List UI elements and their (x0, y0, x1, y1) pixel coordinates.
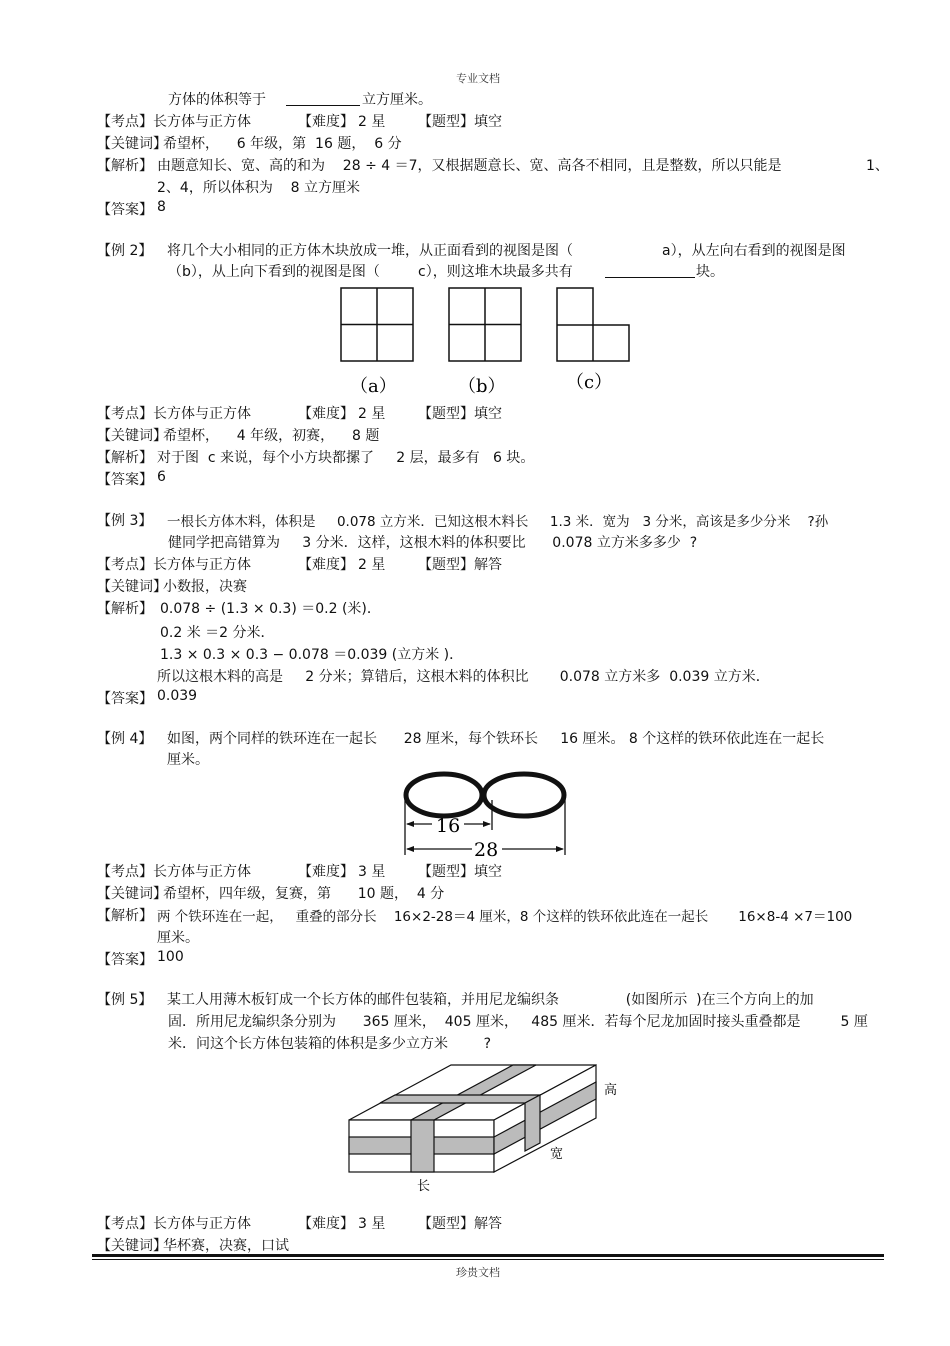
ex4-nandu: 3 星 (358, 864, 386, 880)
ex5-label: 【例 5】 (97, 992, 153, 1008)
p1-kaodian: 长方体与正方体 (153, 114, 251, 130)
ex2-keywords: 希望杯， 4 年级，初赛， 8 题 (163, 428, 380, 444)
ex5-q2: 固．所用尼龙编织条分别为 365 厘米， 405 厘米， 485 厘米．若每个尼龙加固时接头重叠都是 5 厘 (168, 1014, 868, 1030)
fig-c-caption: （c） (566, 372, 613, 393)
ex3-keywords: 小数报，决赛 (163, 579, 247, 595)
ex4-q1: 如图，两个同样的铁环连在一起长 28 厘米，每个铁环长 16 厘米。 8 个这样的铁环依此连在一起长 (167, 731, 825, 747)
p1-nandu: 2 星 (358, 114, 386, 130)
ex3-keywords-tag: 【关键词】 (97, 579, 167, 595)
ex4-answer: 100 (157, 949, 184, 965)
ex2-kaodian: 长方体与正方体 (153, 406, 251, 422)
ex5-nandu: 3 星 (358, 1216, 386, 1232)
ex2-answer: 6 (157, 469, 166, 485)
ex5-tixing: 解答 (474, 1216, 502, 1232)
ex3-analysis-4: 所以这根木料的高是 2 分米；算错后，这根木料的体积比 0.078 立方米多 0.039 立方米． (157, 669, 770, 685)
p1-analysis-1b: 1、 (866, 158, 889, 174)
p1-tixing: 填空 (474, 114, 502, 130)
ex3-answer-tag: 【答案】 (97, 691, 153, 707)
ex2-keywords-tag: 【关键词】 (97, 428, 167, 444)
ex2-tixing-tag: 【题型】 (418, 406, 474, 422)
ex5-keywords: 华杯赛，决赛，口试 (163, 1238, 289, 1254)
ex3-kaodian-tag: 【考点】 (97, 557, 153, 573)
ex4-nandu-tag: 【难度】 (298, 864, 354, 880)
ex3-nandu: 2 星 (358, 557, 386, 573)
p1-answer-tag: 【答案】 (97, 202, 153, 218)
p1-keywords-tag: 【关键词】 (97, 136, 167, 152)
strip-top-width (380, 1095, 540, 1103)
fig-a-caption: （a） (350, 376, 397, 397)
ex2-analysis: 对于图 c 来说，每个小方块都摞了 2 层，最多有 6 块。 (157, 450, 535, 466)
ex2-q2c: 块。 (696, 264, 724, 280)
dim-28-label: 28 (474, 839, 499, 861)
ex4-kaodian: 长方体与正方体 (153, 864, 251, 880)
p1-answer: 8 (157, 199, 166, 215)
ex5-tixing-tag: 【题型】 (418, 1216, 474, 1232)
ex3-kaodian: 长方体与正方体 (153, 557, 251, 573)
p1-nandu-tag: 【难度】 (298, 114, 354, 130)
ex4-tixing-tag: 【题型】 (418, 864, 474, 880)
ex4-keywords: 希望杯，四年级，复赛，第 10 题， 4 分 (163, 886, 445, 902)
label-long: 长 (417, 1179, 431, 1194)
ex2-label: 【例 2】 (97, 243, 153, 259)
ex2-nandu: 2 星 (358, 406, 386, 422)
ex5-q3: 米．问这个长方体包装箱的体积是多少立方米 ? (168, 1036, 492, 1052)
label-high: 高 (604, 1083, 618, 1098)
p1-keywords: 希望杯， 6 年级，第 16 题， 6 分 (163, 136, 402, 152)
ex4-analysis-tag: 【解析】 (97, 908, 153, 924)
ex4-analysis-1: 两 个铁环连在一起， 重叠的部分长 16×2-28＝4 厘米，8 个这样的铁环依此连在一起长 16×8-4 ×7＝100 (157, 909, 853, 925)
ex3-analysis-2: 0.2 米 ＝2 分米． (160, 625, 275, 641)
ex4-answer-tag: 【答案】 (97, 952, 153, 968)
ex5-nandu-tag: 【难度】 (298, 1216, 354, 1232)
p1-kaodian-tag: 【考点】 (97, 114, 153, 130)
label-wide: 宽 (550, 1147, 564, 1162)
ex3-q1: 一根长方体木料，体积是 0.078 立方米．已知这根木料长 1.3 米．宽为 3 分米，高该是多少分米 ?孙 (167, 514, 829, 530)
p1-analysis-1: 由题意知长、宽、高的和为 28 ÷ 4 ＝7，又根据题意长、宽、高各不相同，且是整数，所以只能是 (157, 158, 782, 174)
fig-b-caption: （b） (458, 376, 506, 397)
ex4-kaodian-tag: 【考点】 (97, 864, 153, 880)
ex2-kaodian-tag: 【考点】 (97, 406, 153, 422)
page-header: 专业文档 (456, 72, 500, 85)
ex2-q1: 将几个大小相同的正方体木块放成一堆，从正面看到的视图是图（ (167, 243, 573, 259)
page-footer: 珍贵文档 (456, 1266, 500, 1279)
p1-line-a: 方体的体积等于 (168, 92, 266, 108)
ex3-analysis-1: 0.078 ÷ (1.3 × 0.3) ＝0.2 (米)． (160, 601, 381, 617)
dim-16-label: 16 (436, 815, 461, 837)
ex2-nandu-tag: 【难度】 (298, 406, 354, 422)
ex2-q1b: a），从左向右看到的视图是图 (662, 243, 846, 259)
ex3-tixing: 解答 (474, 557, 502, 573)
ex4-tixing: 填空 (474, 864, 502, 880)
ex3-analysis-3: 1.3 × 0.3 × 0.3 − 0.078 ＝0.039 (立方米 )． (160, 647, 464, 663)
footer-rule-thick (92, 1254, 884, 1257)
ex3-q2: 健同学把高错算为 3 分米．这样，这根木料的体积要比 0.078 立方米多多少 ? (168, 535, 698, 551)
p1-analysis-2: 2、4，所以体积为 8 立方厘米 (157, 180, 360, 196)
footer-rule-thin (92, 1259, 884, 1260)
ex5-kaodian: 长方体与正方体 (153, 1216, 251, 1232)
ex3-nandu-tag: 【难度】 (298, 557, 354, 573)
ex5-kaodian-tag: 【考点】 (97, 1216, 153, 1232)
ex3-label: 【例 3】 (97, 513, 153, 529)
p1-tixing-tag: 【题型】 (418, 114, 474, 130)
ex2-q2a: （b），从上向下看到的视图是图（ (168, 264, 380, 280)
ex5-q1: 某工人用薄木板钉成一个长方体的邮件包装箱，并用尼龙编织条 (如图所示 )在三个方向上的加 (167, 992, 814, 1008)
ex4-label: 【例 4】 (97, 731, 153, 747)
strip-front-vertical (411, 1120, 434, 1172)
p1-analysis-tag: 【解析】 (97, 158, 153, 174)
p1-line-b: 立方厘米。 (362, 92, 432, 108)
ex2-analysis-tag: 【解析】 (97, 450, 153, 466)
ex2-tixing: 填空 (474, 406, 502, 422)
ex4-q2: 厘米。 (167, 752, 209, 768)
ex2-answer-tag: 【答案】 (97, 472, 153, 488)
ex3-tixing-tag: 【题型】 (418, 557, 474, 573)
ex4-keywords-tag: 【关键词】 (97, 886, 167, 902)
ex3-analysis-tag: 【解析】 (97, 601, 153, 617)
ex5-keywords-tag: 【关键词】 (97, 1238, 167, 1254)
strip-right-vertical (525, 1095, 540, 1151)
ex3-answer: 0.039 (157, 688, 198, 704)
ex2-q2b: c），则这堆木块最多共有 (418, 264, 573, 280)
ex4-analysis-2: 厘米。 (157, 930, 199, 946)
